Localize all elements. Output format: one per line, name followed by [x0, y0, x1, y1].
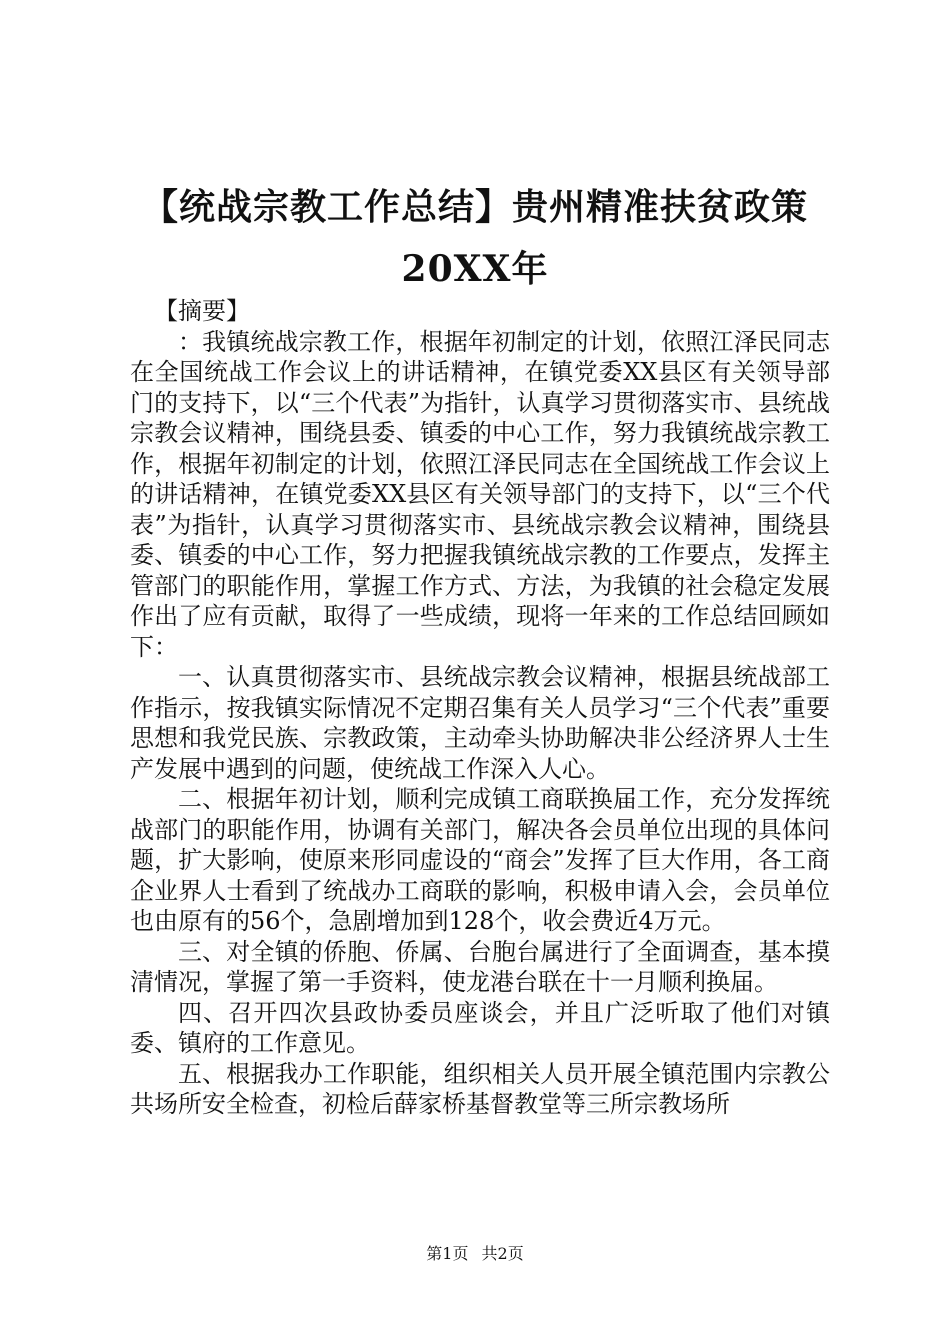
paragraph-intro: ：我镇统战宗教工作，根据年初制定的计划，依照江泽民同志在全国统战工作会议上的讲话精神，在镇党委XX县区有关领导部门的支持下，以“三个代表”为指针，认真学习贯彻落实市、县统战宗教会议精神，围绕县委、镇委的中心工作，努力我镇统战宗教工作，根据年初制定的计划，依照江泽民同志在全国统战工作会议上的讲话精神，在镇党委XX县区有关领导部门的支持下，以“三个代表”为指针，认真学习贯彻落实市、县统战宗教会议精神，围绕县委、镇委的中心工作，努力把握我镇统战宗教的工作要点，发挥主管部门的职能作用，掌握工作方式、方法，为我镇的社会稳定发展作出了应有贡献，取得了一些成绩，现将一年来的工作总结回顾如下： — [130, 327, 830, 661]
paragraph-4: 四、召开四次县政协委员座谈会，并且广泛听取了他们对镇委、镇府的工作意见。 — [130, 998, 830, 1057]
abstract-label: 【摘要】 — [154, 297, 250, 325]
page-total: 共2页 — [481, 1244, 524, 1263]
document-title-line2: 20XX年 — [401, 248, 549, 290]
paragraph-3: 三、对全镇的侨胞、侨属、台胞台属进行了全面调查，基本摸清情况，掌握了第一手资料，使龙港台联在十一月顺利换届。 — [130, 937, 830, 996]
paragraph-2: 二、根据年初计划，顺利完成镇工商联换届工作，充分发挥统战部门的职能作用，协调有关部门，解决各会员单位出现的具体问题，扩大影响，使原来形同虚设的“商会”发挥了巨大作用，各工商企业界人士看到了统战办工商联的影响，积极申请入会，会员单位也由原有的56个，急剧增加到128个，收会费近4万元。 — [130, 785, 830, 935]
page-footer — [0, 1244, 950, 1264]
paragraph-5: 五、根据我办工作职能，组织相关人员开展全镇范围内宗教公共场所安全检查，初检后薛家桥基督教堂等三所宗教场所 — [130, 1059, 830, 1118]
page-number: 第1页 — [426, 1244, 469, 1263]
document-body — [130, 296, 830, 1120]
document-title-line1: 【统战宗教工作总结】贵州精准扶贫政策 — [141, 187, 808, 228]
paragraph-1: 一、认真贯彻落实市、县统战宗教会议精神，根据县统战部工作指示，按我镇实际情况不定期召集有关人员学习“三个代表”重要思想和我党民族、宗教政策，主动牵头协助解决非公经济界人士生产发展中遇到的问题，使统战工作深入人心。 — [130, 663, 830, 783]
